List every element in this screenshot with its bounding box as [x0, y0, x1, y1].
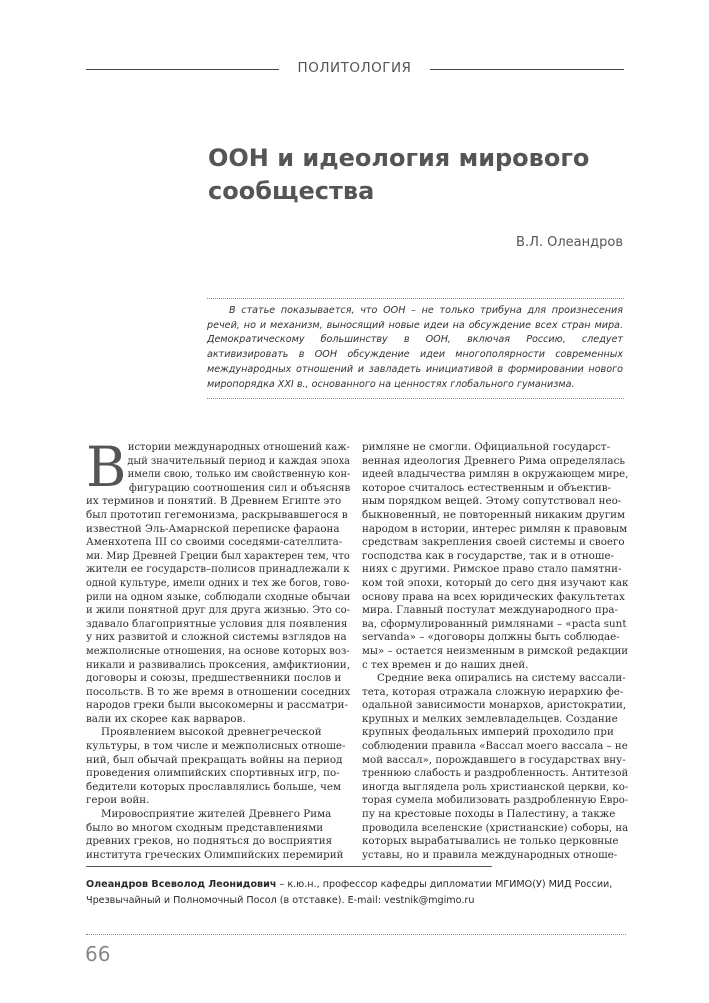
body-text-line: одной культуре, имели одних и тех же богов, гово- [86, 576, 350, 589]
body-text-line: народов греки были высокомерны и рассматри- [86, 699, 348, 712]
article-author: В.Л. Олеандров [516, 235, 623, 250]
body-text-line: ва, сформулированный римлянами – «pacta sunt [362, 617, 627, 630]
body-text-line: вали их скорее как варваров. [86, 712, 246, 725]
body-text-line: рили на одном языке, соблюдали сходные обычаи [86, 590, 351, 603]
section-label: ПОЛИТОЛОГИЯ [297, 60, 412, 76]
body-text-line: проведения олимпийских спортивных игр, по- [86, 767, 340, 780]
footnote-author-name: Олеандров Всеволод Леонидович [86, 879, 277, 890]
body-text-line: уставы, но и правила международных отноше- [362, 848, 618, 861]
body-text-line: мы» – остается неизменным в римской редакции [362, 644, 629, 657]
header-rule-left [86, 69, 279, 70]
body-text-line: одальной зависимости монархов, аристократии, [362, 699, 627, 712]
body-column-left [86, 435, 351, 862]
body-text-line: быкновенный, не повторенный никаким другим [362, 508, 625, 521]
abstract-top-divider [207, 298, 624, 299]
body-text-line: треннюю слабость и раздробленность. Антитезой [362, 767, 629, 780]
body-text-line: проводила вселенские (христианские) соборы, на [362, 821, 629, 834]
body-text-line: Проявлением высокой древнегреческой [101, 726, 322, 739]
body-text-line: господства как в государстве, так и в отноше- [362, 549, 615, 562]
body-text-line: посольств. В то же время в отношении соседних [86, 685, 351, 698]
body-text-line: народом в истории, интерес римлян к правовым [362, 522, 628, 535]
body-text-line: Средние века опирались на систему вассали- [377, 672, 626, 685]
body-text-line: которое считалось естественным и объектив- [362, 481, 612, 494]
header-rule-right [430, 69, 624, 70]
body-text-line: соблюдении правила «Вассал моего вассала – не [362, 740, 628, 753]
body-text-line: древних греков, но подняться до восприятия [86, 835, 333, 848]
abstract: В статье показывается, что ООН – не только трибуна для произнесения речей, но и механизм, выносящий новые идеи на обсуждение всех стран мира. Демократическому большинству в ООН, включая Россию, следует активизировать в ООН обсуждение идеи многополярности современных международных отношений и завладеть инициативой в формировании нового миропорядка XXI в., основанного на ценностях глобального гуманизма. [207, 305, 623, 390]
body-text-line: жители ее государств–полисов принадлежали к [86, 563, 350, 576]
body-text-line: средствам закрепления своей системы и своего [362, 536, 625, 549]
body-text-line: основу права на всех юридических факультетах [362, 590, 625, 603]
body-text-line: дый значительный период и каждая эпоха [127, 454, 350, 467]
article-title: ООН и идеология мирового сообщества [208, 144, 590, 205]
body-text-line: герои войн. [86, 794, 150, 807]
body-text-line: ным порядком вещей. Этому сопутствовал нео- [362, 495, 622, 508]
footnote-rule [86, 866, 492, 867]
body-text-line: с тех времен и до наших дней. [362, 658, 529, 671]
body-text-line: никали и развивались проксения, амфиктионии, [86, 658, 350, 671]
body-text-line: здавало благоприятные условия для появления [86, 617, 348, 630]
body-text-line: Аменхотепа III со своими соседями-сателлита- [86, 536, 343, 549]
footnote [86, 877, 646, 908]
body-text-line: фигурацию соотношения сил и объясняв [128, 481, 351, 494]
body-text-line: их терминов и понятий. В Древнем Египте это [86, 495, 342, 508]
body-text-line: истории международных отношений каж- [127, 441, 350, 453]
body-text-line: Мировосприятие жителей Древнего Рима [101, 808, 332, 821]
body-text-line: бедители которых прославлялись больше, чем [86, 780, 342, 793]
drop-cap: В [86, 435, 127, 499]
body-text-line: крупных и мелких землевладельцев. Создание [362, 712, 618, 725]
body-text-line: торая сумела мобилизовать раздробленную Евро- [362, 794, 629, 807]
body-text-line: института греческих Олимпийских перемирий [86, 848, 344, 861]
body-text-line: был прототип гегемонизма, раскрывавшегося в [86, 508, 348, 521]
body-text-line: известной Эль-Амарнской переписке фараона [86, 522, 340, 535]
body-text-line: и жили понятной друг для друга жизнью. Это со- [86, 604, 351, 617]
body-text-line: крупных феодальных империй проходило при [362, 726, 614, 739]
abstract-bottom-divider [207, 398, 624, 399]
body-text-line: тета, которая отражала сложную иерархию фе- [362, 685, 624, 698]
body-text-line: у них развитой и сложной системы взглядов на [86, 631, 347, 644]
body-text-line: иногда выглядела роль христианской церкви, ко- [362, 780, 629, 793]
body-text-line: культуры, в том числе и межполисных отноше- [86, 740, 346, 753]
body-text-line: идеей владычества римлян в окружающем мире, [362, 468, 629, 481]
body-text-line: ми. Мир Древней Греции был характерен тем, что [86, 549, 350, 562]
body-column-right [362, 441, 628, 862]
body-text-line: венная идеология Древнего Рима определялась [362, 454, 625, 467]
body-text-line: ниях с другими. Римское право стало памятни- [362, 563, 622, 576]
page-number: 66 [85, 942, 111, 966]
body-text-line: пу на крестовые походы в Палестину, а также [362, 808, 616, 821]
body-text-line: ний, был обычай прекращать войны на период [86, 753, 343, 766]
body-text-line: servanda» – «договоры должны быть соблюдае- [362, 631, 620, 644]
body-text-line: межполисные отношения, на основе которых воз- [86, 644, 350, 657]
footer-divider [86, 934, 626, 935]
body-text-line: которых вырабатывались не только церковные [362, 835, 619, 848]
body-text-line: имели свою, только им свойственную кон- [127, 468, 351, 481]
body-text-line: договоры и союзы, предшественники послов и [86, 672, 342, 685]
body-text-line: ком той эпохи, который до сего дня изучают как [362, 576, 629, 589]
body-text-line: было во многом сходным представлениями [86, 821, 324, 834]
body-text-line: мира. Главный постулат международного пра- [362, 604, 618, 617]
body-text-line: римляне не смогли. Официальной государст- [362, 441, 611, 453]
footnote-text: – к.ю.н., профессор кафедры дипломатии МГИМО(У) МИД России, Чрезвычайный и Полномочный Посол (в отставке). E-mail: vestnik@mgimo.ru [86, 879, 613, 906]
body-text-line: мой вассал», порождавшего в государствах вну- [362, 753, 626, 766]
